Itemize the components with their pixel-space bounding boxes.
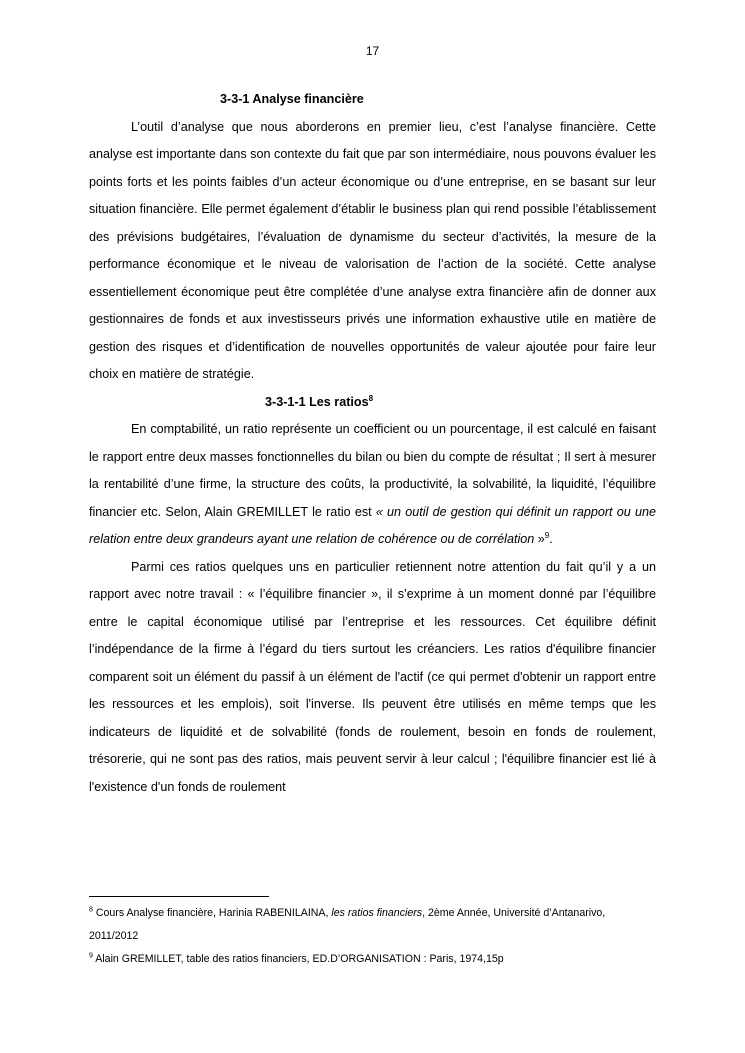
ratios-definition-paragraph [89, 416, 656, 554]
footnote-9 [89, 948, 649, 971]
footnote-8 [89, 902, 649, 925]
footnote-8-title: les ratios financiers [331, 907, 423, 919]
section-heading: 3-3-1 Analyse financière [220, 92, 364, 106]
footnote-8-text: Cours Analyse financière, Harinia RABENILAINA, [95, 907, 332, 919]
footnote-separator [89, 896, 269, 897]
subsection-heading-text: 3-3-1-1 Les ratios [265, 394, 369, 409]
equilibre-paragraph: Parmi ces ratios quelques uns en particulier retiennent notre attention du fait qu’il y a un rapport avec notre travail : « l’équilibre financier », il s’exprime à un moment donné par l’équilibre entre le capital économique utilisé par l’entreprise et les ressources. Cet équilibre définit l’indépendance de la firme à l’égard du tiers surtout les créanciers. Les ratios d'équilibre financier comparent soit un élément du passif à un élément de l'actif (ce qui permet d'obtenir un rapport entre les ressources et les emplois), soit l'inverse. Ils peuvent être utilisés en même temps que les indicateurs de liquidité et de solvabilité (fonds de roulement, besoin en fonds de roulement, trésorerie, qui ne sont pas des ratios, mais peuvent servir à leur calcul ; l'équilibre financier est lié à l'existence d'un fonds de roulement [89, 559, 656, 794]
footnote-8-year: 2011/2012 [89, 930, 139, 942]
footnote-ref-9[interactable]: 9 [544, 530, 550, 540]
footnote-ref-8[interactable]: 8 [368, 393, 374, 403]
footnote-9-number: 9 [89, 952, 93, 960]
quote-close: » [534, 532, 545, 546]
footnote-8-text-rest: , 2ème Année, Université d’Antanarivo, [422, 907, 606, 919]
subsection-heading [89, 389, 656, 417]
paragraph-end-mark: . [549, 532, 553, 546]
ratios-definition-text: En comptabilité, un ratio représente un coefficient ou un pourcentage, il est calculé en faisant le rapport entre deux masses fonctionnelles du bilan ou bien du compte de résultat ; Il sert à mesurer la rentabilité d’une firme, la structure des coûts, la productivité, la solvabilité, la liquidité, l’équilibre financier etc. Selon, Alain GREMILLET le ratio est [89, 422, 656, 519]
section-paragraph: L’outil d’analyse que nous aborderons en premier lieu, c’est l’analyse financière. Cette analyse est importante dans son contexte du fait que par son intermédiaire, nous pouvons évaluer les points forts et les points faibles d’un acteur économique ou d’une entreprise, en se basant sur leur situation financière. Elle permet également d’établir le business plan qui rend possible l’établissement des prévisions budgétaires, l’évaluation de dynamisme du secteur d’activités, la mesure de la performance économique et le niveau de valorisation de l’action de la société. Cette analyse essentiellement économique peut être complétée d’une analyse extra financière afin de donner aux gestionnaires de fonds et aux investisseurs privés une information exhaustive utile en matière de gestion des risques et d’identification de nouvelles opportunités de valeur ajoutée pour faire leur choix en matière de stratégie. [89, 119, 656, 381]
body-text [89, 86, 656, 801]
footnote-9-text: Alain GREMILLET, table des ratios financiers, ED.D’ORGANISATION : Paris, 1974,15p [95, 953, 504, 965]
page-number: 17 [365, 44, 380, 58]
footnotes [89, 902, 649, 971]
gremillet-quote: « un outil de gestion qui définit un rapport ou une relation entre deux grandeurs ayant une relation de cohérence ou de corrélation [89, 504, 656, 546]
footnote-8-number: 8 [89, 906, 93, 914]
